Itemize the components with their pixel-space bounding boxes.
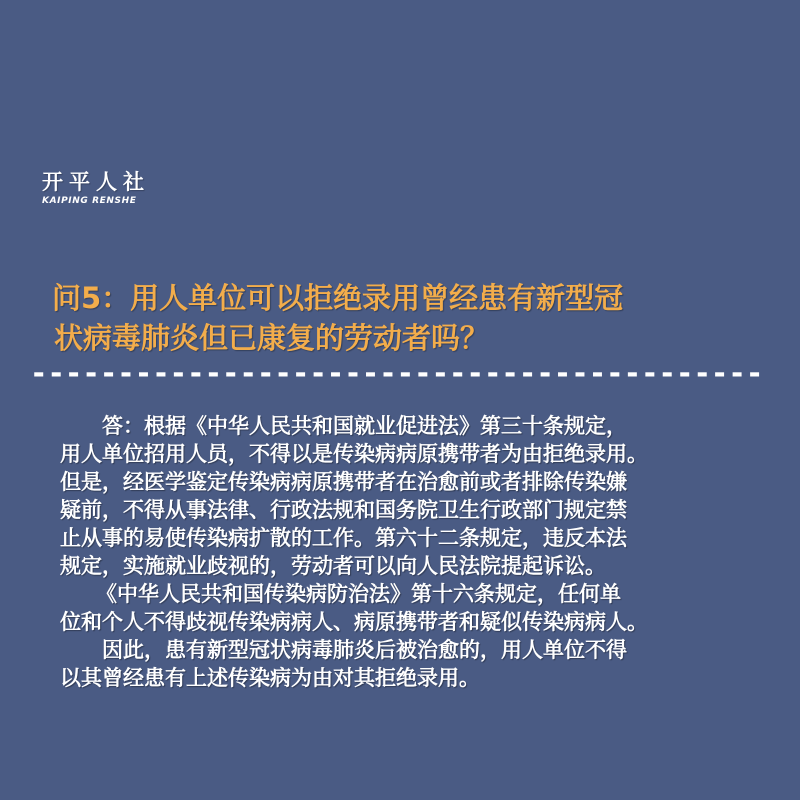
answer-line-7: 《中华人民共和国传染病防治法》第十六条规定，任何单 xyxy=(96,582,621,606)
answer-line-4: 疑前，不得从事法律、行政法规和国务院卫生行政部门规定禁 xyxy=(60,498,627,522)
answer-line-9: 因此，患有新型冠状病毒肺炎后被治愈的，用人单位不得 xyxy=(102,638,627,662)
brand-logo xyxy=(42,170,150,207)
question-line-2: 状病毒肺炎但已康复的劳动者吗？ xyxy=(54,321,490,355)
answer-line-10: 以其曾经患有上述传染病为由对其拒绝录用。 xyxy=(60,666,480,690)
answer-line-6: 规定，实施就业歧视的，劳动者可以向人民法院提起诉讼。 xyxy=(60,554,606,578)
answer-line-5: 止从事的易使传染病扩散的工作。第六十二条规定，违反本法 xyxy=(60,526,627,550)
brand-name-cn: 开平人社 xyxy=(42,170,150,194)
answer-line-1: 答：根据《中华人民共和国就业促进法》第三十条规定， xyxy=(102,414,627,438)
answer-line-3: 但是，经医学鉴定传染病病原携带者在治愈前或者排除传染嫌 xyxy=(60,470,627,494)
answer-line-8: 位和个人不得歧视传染病病人、病原携带者和疑似传染病病人。 xyxy=(60,610,648,634)
brand-name-en: KAIPING RENSHE xyxy=(42,196,137,206)
question-line-1: 问5：用人单位可以拒绝录用曾经患有新型冠 xyxy=(52,281,624,315)
question-heading xyxy=(52,278,772,358)
answer-line-2: 用人单位招用人员，不得以是传染病病原携带者为由拒绝录用。 xyxy=(60,442,648,466)
dashed-divider: ------------------------------------------ xyxy=(30,360,764,386)
answer-body xyxy=(60,412,780,692)
